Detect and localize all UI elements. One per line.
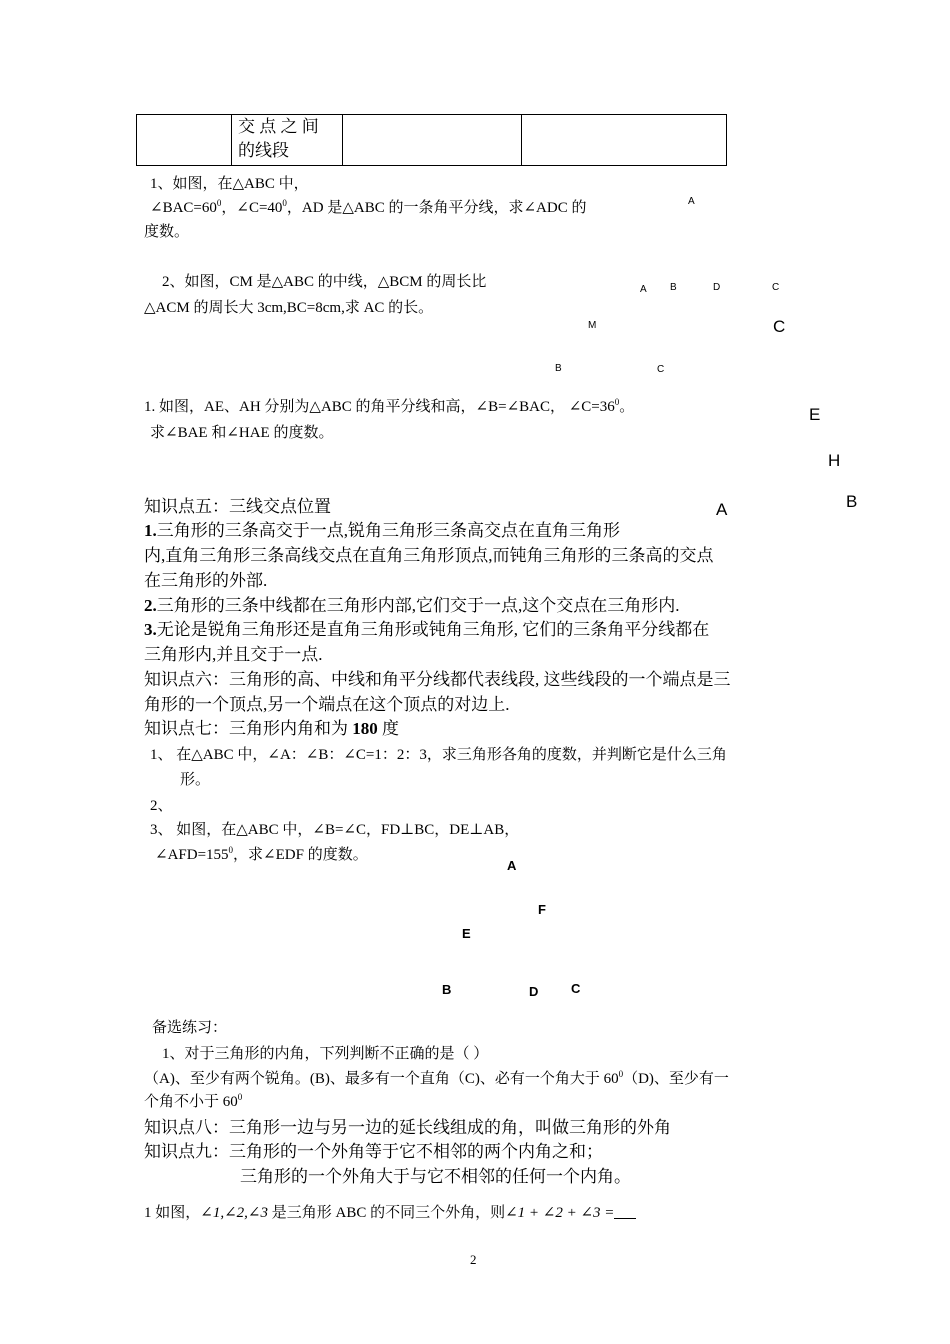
problem3-line2: 求∠BAE 和∠HAE 的度数。: [150, 425, 334, 441]
table-cell: [232, 115, 343, 166]
figure-label: B: [555, 363, 562, 374]
problem2-line1: 2、如图，CM 是△ABC 的中线，△BCM 的周长比: [162, 274, 487, 290]
extra-q1: 1、对于三角形的内角，下列判断不正确的是（ ）: [162, 1046, 489, 1062]
figure-label: M: [588, 320, 597, 331]
k8-text: 知识点八：三角形一边与另一边的延长线组成的角，叫做三角形的外角: [144, 1118, 671, 1137]
table-cell-line: 交 点 之 间: [238, 117, 319, 136]
table-cell: [137, 115, 232, 166]
k5-line6: 三角形内,并且交于一点.: [144, 645, 323, 664]
k6-line1: 知识点六：三角形的高、中线和角平分线都代表线段, 这些线段的一个端点是三: [144, 670, 731, 689]
table-cell: [522, 115, 727, 166]
top-table: [136, 114, 727, 166]
figure-label: B: [442, 982, 452, 997]
k5-line5: 3.无论是锐角三角形还是直角三角形或钝角三角形, 它们的三条角平分线都在: [144, 620, 710, 639]
extra-title: 备选练习：: [152, 1020, 228, 1036]
k9-line2: 三角形的一个外角大于与它不相邻的任何一个内角。: [240, 1167, 631, 1186]
figure-label: E: [809, 405, 821, 424]
extra-options: （A)、至少有两个锐角。(B)、最多有一个直角（C)、必有一个角大于 $60^0(D)$、至少有一: [144, 1069, 729, 1087]
figure-label: A: [640, 284, 647, 295]
problem1-line1: 1、如图，在△ABC 中，: [150, 176, 309, 192]
figure-label: E: [462, 926, 471, 941]
figure-label: H: [828, 451, 841, 470]
k7-q2: 2、: [150, 798, 173, 814]
k6-line2: 角形的一个顶点,另一个端点在这个顶点的对边上.: [144, 695, 510, 714]
figure-label: A: [507, 858, 517, 873]
k7-title: 知识点七：三角形内角和为 180 度: [144, 719, 399, 738]
answer-blank: [614, 1204, 636, 1219]
k7-q1-line2: 形。: [180, 772, 211, 788]
page-number: 2: [470, 1252, 477, 1267]
figure-label: B: [670, 282, 677, 293]
k5-line2: 内,直角三角形三条高线交点在直角三角形顶点,而钝角三角形的三条高的交点: [144, 546, 714, 565]
figure-label: C: [657, 364, 665, 375]
last-question: 1 如图，∠1,∠2,∠3 是三角形 ABC 的不同三个外角，则∠1 + ∠2 + ∠3 =: [144, 1201, 636, 1222]
k7-q1-line1: 1、 在△ABC 中，∠A：∠B：∠C=1：2：3，求三角形各角的度数，并判断它是什么三角: [150, 747, 727, 763]
k7-q3-line1: 3、 如图，在△ABC 中，∠B=∠C，FD⊥BC，DE⊥AB，: [150, 822, 520, 838]
table-cell-line: 的线段: [238, 141, 289, 160]
table-cell: [343, 115, 522, 166]
figure-label: A: [716, 500, 728, 519]
figure-label: A: [688, 196, 695, 207]
k7-q3-line2: $\angle AFD=155^0$，求∠EDF 的度数。: [155, 845, 368, 863]
problem1-line3: 度数。: [144, 224, 190, 240]
figure-label: D: [529, 984, 539, 999]
k9-line1: 知识点九：三角形的一个外角等于它不相邻的两个内角之和；: [144, 1142, 603, 1161]
figure-label: C: [571, 981, 581, 996]
extra-options-line2: 个角不小于 $60^0$: [144, 1092, 243, 1110]
figure-label: B: [846, 492, 858, 511]
k5-line3: 在三角形的外部.: [144, 571, 268, 590]
figure-label: D: [713, 282, 721, 293]
figure-label: C: [772, 282, 780, 293]
problem3-line1: 1. 如图，AE、AH 分别为△ABC 的角平分线和高，∠B=∠BAC， $\angle C=36^0$。: [144, 397, 635, 415]
figure-label: F: [538, 902, 546, 917]
k5-line1: 1.三角形的三条高交于一点,锐角三角形三条高交点在直角三角形: [144, 521, 620, 540]
problem2-line2: △ACM 的周长大 3cm,BC=8cm,求 AC 的长。: [144, 300, 434, 316]
k5-title: 知识点五：三线交点位置: [144, 497, 331, 516]
figure-label: C: [773, 317, 786, 336]
k5-line4: 2.三角形的三条中线都在三角形内部,它们交于一点,这个交点在三角形内.: [144, 596, 680, 615]
problem1-line2: $\angle BAC=60^0$，$\angle C=40^0$，AD 是△ABC 的一条角平分线，求∠ADC 的: [150, 198, 587, 216]
